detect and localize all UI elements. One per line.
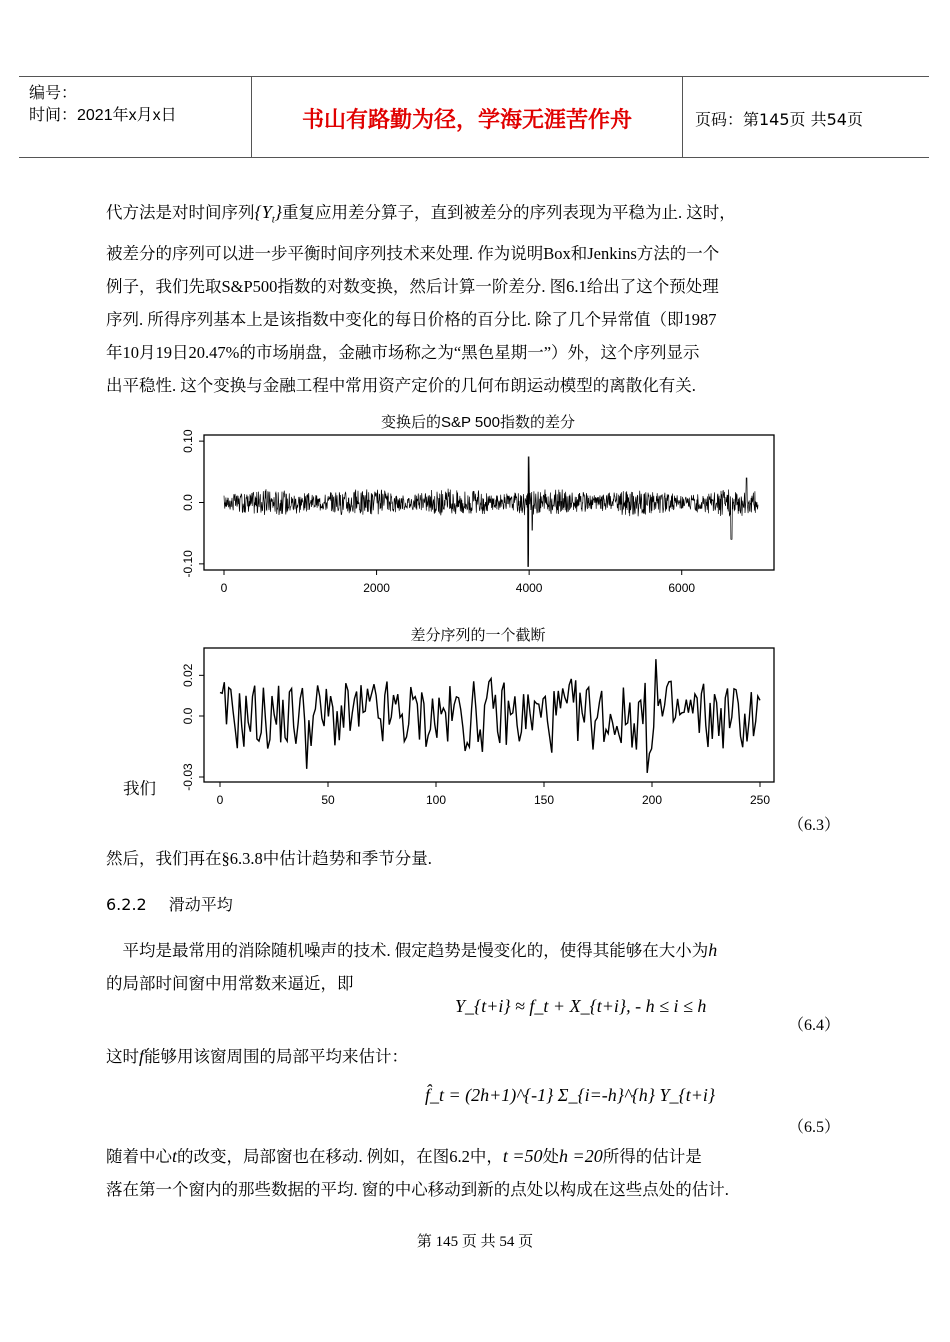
x-tick-label: 200: [641, 793, 663, 807]
text-line: 然后，我们再在§6.3.8中估计趋势和季节分量.: [106, 849, 432, 868]
chart-title: 变换后的S&P 500指数的差分: [381, 414, 575, 431]
section-title: 滑动平均: [168, 895, 233, 914]
text-line: 落在第一个窗内的那些数据的平均. 窗的中心移动到新的点处以构成在这些点处的估计.: [106, 1180, 729, 1199]
y-tick-label: 0.0: [181, 707, 195, 725]
x-tick-label: 6000: [668, 581, 696, 595]
equation-6-4: Y_{t+i} ≈ f_t + X_{t+i}, - h ≤ i ≤ h: [455, 996, 707, 1016]
section-heading: [106, 892, 233, 915]
paragraph: [106, 1040, 850, 1073]
partial-text: 我们: [123, 779, 156, 798]
plot-frame: [204, 648, 774, 782]
x-tick-label: 0: [216, 793, 224, 807]
page-header: [19, 76, 929, 158]
x-tick-label: 250: [749, 793, 771, 807]
header-time: 时间：2021年x月x日: [29, 107, 177, 124]
text-line: 出平稳性. 这个变换与金融工程中常用资产定价的几何布朗运动模型的离散化有关.: [106, 375, 696, 395]
paragraph: [106, 842, 850, 875]
x-tick-label: 50: [321, 793, 335, 807]
x-tick-label: 4000: [515, 581, 543, 595]
text-line: 的局部时间窗中用常数来逼近，即: [106, 974, 354, 993]
text-line: 序列. 所得序列基本上是该指数中变化的每日价格的百分比. 除了几个异常值（即1987: [106, 309, 717, 329]
y-tick-label: -0.10: [181, 550, 195, 578]
text-line: 这时f能够用该窗周围的局部平均来估计：: [106, 1046, 409, 1066]
section-number: 6.2.2: [106, 895, 147, 914]
text-line: 例子，我们先取S&P500指数的对数变换，然后计算一阶差分. 图6.1给出了这个预处理: [106, 276, 719, 296]
chart-title: 差分序列的一个截断: [410, 627, 546, 644]
header-number: 编号：: [29, 85, 78, 102]
text-line: 代方法是对时间序列$\{Y_t\}$重复应用差分算子，直到被差分的序列表现为平稳为止. 这时，: [106, 202, 736, 226]
header-page: 页码：第145页 共54页: [695, 110, 863, 129]
series-line: [224, 457, 758, 567]
header-motto: 书山有路勤为径，学海无涯苦作舟: [301, 108, 632, 133]
x-tick-label: 150: [533, 793, 555, 807]
y-tick-label: 0.0: [181, 494, 195, 511]
symbol-Yt: $\{Y_t\}$: [254, 202, 282, 226]
chart-diff-truncated: [168, 622, 788, 817]
equation-number: （6.4）: [787, 1017, 840, 1034]
y-tick-label: 0.10: [181, 429, 195, 453]
text-line: 随着中心t的改变，局部窗也在移动. 例如，在图6.2中，t =50处h =20所得的估计是: [106, 1146, 702, 1166]
page-footer: 第 145 页 共 54 页: [416, 1234, 534, 1250]
header-meta: [29, 83, 177, 127]
equation-6-5: f̂_t = (2h+1)^{-1} Σ_{i=-h}^{h} Y_{t+i}: [425, 1085, 716, 1105]
series-line: [220, 659, 760, 773]
equation-number: （6.3）: [787, 817, 840, 834]
chart-sp500-diff: [168, 405, 788, 600]
x-tick-label: 0: [220, 581, 228, 595]
text-line: 被差分的序列可以进一步平衡时间序列技术来处理. 作为说明Box和Jenkins方法的一个: [106, 243, 720, 263]
paragraph-intro: [106, 196, 850, 402]
paragraph-moving-average: [106, 934, 850, 1000]
x-tick-label: 100: [425, 793, 447, 807]
text-line: 平均是最常用的消除随机噪声的技术. 假定趋势是慢变化的，使得其能够在大小为h: [122, 940, 718, 960]
equation-number: （6.5）: [787, 1119, 840, 1136]
y-tick-label: -0.03: [181, 763, 195, 791]
x-tick-label: 2000: [363, 581, 390, 595]
paragraph: [106, 1140, 850, 1206]
header-divider: [682, 77, 683, 157]
y-tick-label: 0.02: [181, 663, 195, 688]
text-line: 年10月19日20.47%的市场崩盘，金融市场称之为“黑色星期一”）外，这个序列显示: [106, 342, 700, 362]
